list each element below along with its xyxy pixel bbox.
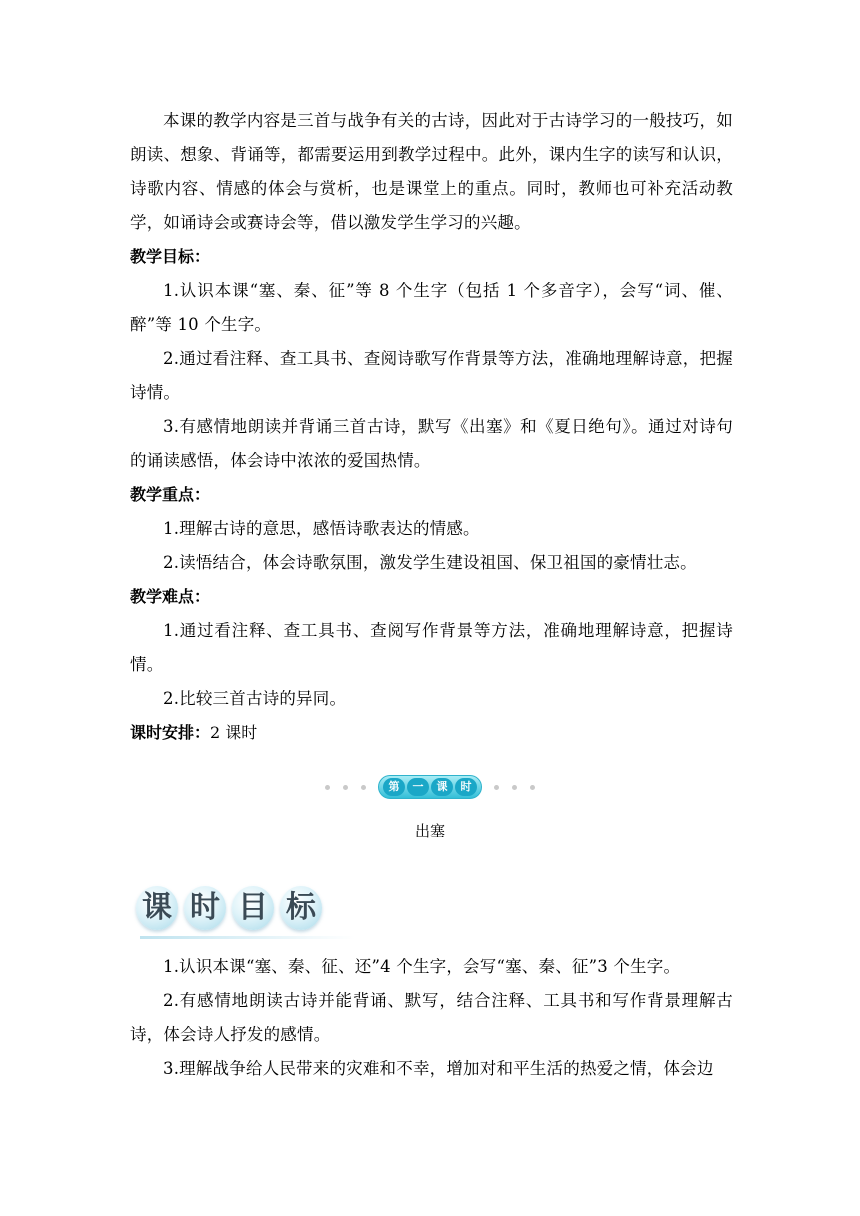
- key-point-item: 1.理解古诗的意思，感悟诗歌表达的情感。: [163, 519, 480, 538]
- objective-item: 1.认识本课“塞、秦、征”等 8 个生字（包括 1 个多音字），会写“词、催、醉”等 10 个生字。: [130, 281, 733, 334]
- lesson-goals: [130, 950, 733, 1086]
- objective-item: 3.有感情地朗读并背诵三首古诗，默写《出塞》和《夏日绝句》。通过对诗句的诵读感悟，体会诗中浓浓的爱国热情。: [130, 417, 733, 470]
- dot-icon: [361, 785, 366, 790]
- key-points-heading: 教学重点：: [130, 485, 211, 504]
- banner-char: 时: [184, 886, 226, 930]
- dot-icon: [343, 785, 348, 790]
- goal-item: 2.有感情地朗读古诗并能背诵、默写，结合注释、工具书和写作背景理解古诗，体会诗人抒发的感情。: [130, 991, 733, 1044]
- banner-char: 课: [136, 886, 178, 930]
- dot-icon: [530, 785, 535, 790]
- dot-icon: [494, 785, 499, 790]
- objectives-heading: 教学目标：: [130, 247, 211, 266]
- badge-char: 一: [407, 778, 429, 796]
- difficulties-heading: 教学难点：: [130, 587, 211, 606]
- banner-char: 标: [280, 886, 322, 930]
- dot-icon: [325, 785, 330, 790]
- lesson-divider: [320, 774, 540, 800]
- badge-char: 课: [431, 778, 453, 796]
- banner-underline: [140, 936, 355, 939]
- difficulty-item: 1.通过看注释、查工具书、查阅写作背景等方法，准确地理解诗意，把握诗情。: [130, 621, 733, 674]
- document-body: [130, 104, 733, 750]
- schedule-value: 2 课时: [210, 723, 258, 742]
- poem-title: 出塞: [414, 822, 445, 840]
- schedule-heading: 课时安排：: [130, 723, 211, 742]
- objective-item: 2.通过看注释、查工具书、查阅诗歌写作背景等方法，准确地理解诗意，把握诗情。: [130, 349, 733, 402]
- intro-paragraph: 本课的教学内容是三首与战争有关的古诗，因此对于古诗学习的一般技巧，如朗读、想象、背诵等，都需要运用到教学过程中。此外，课内生字的读写和认识，诗歌内容、情感的体会与赏析，也是课堂上的重点。同时，教师也可补充活动教学，如诵诗会或赛诗会等，借以激发学生学习的兴趣。: [130, 111, 733, 232]
- difficulty-item: 2.比较三首古诗的异同。: [163, 689, 347, 708]
- divider-dots-left: [325, 785, 366, 790]
- goal-item: 1.认识本课“塞、秦、征、还”4 个生字，会写“塞、秦、征”3 个生字。: [163, 957, 681, 976]
- dot-icon: [512, 785, 517, 790]
- banner-char: 目: [232, 886, 274, 930]
- goal-item: 3.理解战争给人民带来的灾难和不幸，增加对和平生活的热爱之情，体会边: [163, 1059, 714, 1078]
- key-point-item: 2.读悟结合，体会诗歌氛围，激发学生建设祖国、保卫祖国的豪情壮志。: [163, 553, 697, 572]
- lesson-badge: [378, 775, 482, 799]
- schedule-line: [130, 716, 733, 750]
- divider-dots-right: [494, 785, 535, 790]
- badge-char: 时: [455, 778, 477, 796]
- section-banner: [132, 880, 362, 946]
- badge-char: 第: [383, 778, 405, 796]
